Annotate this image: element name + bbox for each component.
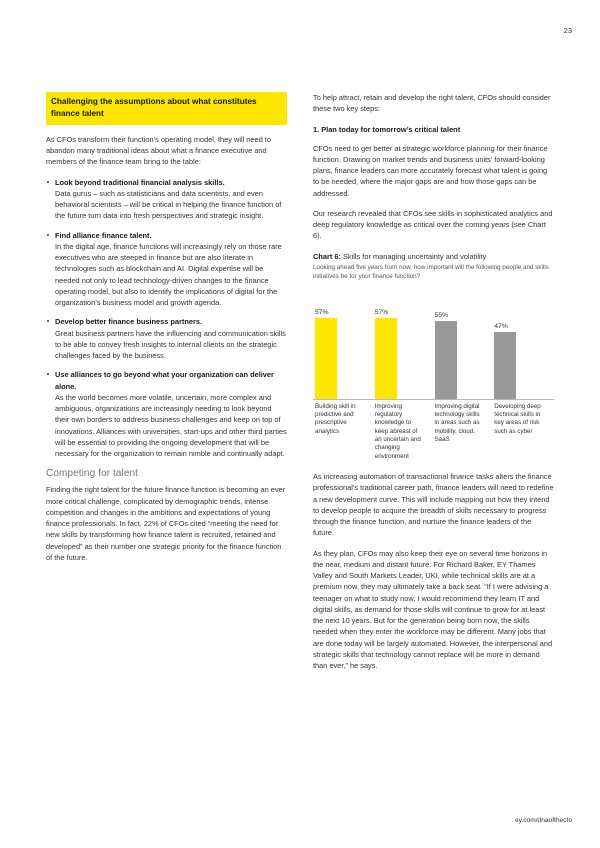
- list-item: [46, 230, 287, 309]
- list-item: [46, 369, 287, 459]
- chart-category-labels: [313, 403, 554, 462]
- chart-title: [313, 251, 554, 262]
- list-item: [46, 177, 287, 222]
- bar-group: [435, 288, 495, 399]
- list-item: [46, 316, 287, 361]
- highlight-callout-title: Challenging the assumptions about what constitutes finance talent: [46, 92, 287, 125]
- bar-group: [494, 288, 554, 399]
- footer-link[interactable]: ey.com/dnaofthecfo: [514, 817, 572, 824]
- chart-subtitle: Looking ahead five years from now, how important will the following people and skills initiatives be for your finance function?: [313, 263, 549, 280]
- bullet-title: Find alliance finance talent.: [55, 230, 152, 240]
- category-label-0: Building skill in predictive and prescriptive analytics: [315, 402, 356, 435]
- bar-value-label: 47%: [494, 322, 508, 330]
- bullet-text: In the digital age, finance functions will increasingly rely on those rare executives who are steeped in finance but are also literate in technologies such as blockchain and AI. Digital expertise will be needed not only to lead technology-driven changes to the finance operating model, but also to identify the implications of digital for the organization’s business model and growth agenda.: [55, 241, 282, 308]
- bar-group: [375, 288, 435, 399]
- bar-value-label: 57%: [315, 308, 329, 316]
- left-closing-paragraph: Finding the right talent for the future finance function is becoming an ever more critical challenge, complicated by demographic trends, intense competition and changes in the ambitions and expectations of young finance professionals. In fact, 22% of CFOs cited “meeting the need for new skills by transforming how finance talent is recruited, retained and developed” as their number one strategic priority for the finance function of the future.: [46, 485, 286, 562]
- right-paragraph-2: Our research revealed that CFOs see skills in sophisticated analytics and deep regulatory knowledge as critical over the coming years (see Chart 6).: [313, 208, 553, 241]
- step-heading: 1. Plan today for tomorrow’s critical talent: [313, 124, 461, 134]
- category-label-3: Developing deep technical skills in key areas of risk such as cyber: [494, 402, 541, 435]
- assumptions-bullet-list: [46, 177, 287, 460]
- category-label-1: Improving regulatory knowledge to keep abreast of an uncertain and changing environment: [374, 402, 421, 460]
- right-paragraph-3: As increasing automation of transactional finance tasks alters the finance professional’s traditional career path, finance leaders will need to redefine a new development curve. This will include mapping out how they intend to develop people to acquire the breadth of skills necessary to progress through the finance function, and nurture the finance leaders of the future.: [313, 472, 554, 538]
- right-paragraph-1: CFOs need to get better at strategic workforce planning for their finance function. Drawing on market trends and business units’ forward-looking plans, finance leaders can more accurately forecast what talent is going to be needed, where the major gaps are and how those gaps can be addressed.: [313, 143, 548, 198]
- bullet-title: Develop better finance business partners.: [55, 317, 203, 327]
- bullet-text: Data gurus – such as statisticians and data scientists, and even behavioral scientists – will be critical in helping the finance function of the future turn data into fresh perspectives and strategic insight.: [55, 188, 282, 221]
- chart-label: Chart 6:: [313, 251, 341, 261]
- bullet-title: Use alliances to go beyond what your organization can deliver alone.: [55, 370, 274, 391]
- left-column: [46, 92, 287, 680]
- chart-title-text: Skills for managing uncertainty and volatility: [343, 251, 487, 261]
- bullet-text: Great business partners have the influencing and communication skills to be able to convey fresh insights to internal clients on the strategic challenges faced by the business.: [55, 328, 286, 361]
- bar-2: [435, 321, 457, 399]
- bar-3: [494, 332, 516, 399]
- chart-plot-area: [313, 288, 554, 400]
- bar-group: [315, 288, 375, 399]
- right-column: [313, 92, 554, 680]
- bullet-title: Look beyond traditional financial analysis skills.: [55, 177, 225, 187]
- category-label-2: Improving digital technology skills in areas such as mobility, cloud, SaaS: [434, 402, 480, 444]
- bar-1: [375, 318, 397, 399]
- page-content: [46, 92, 554, 680]
- chart-6: [313, 251, 554, 462]
- page-number: 23: [563, 26, 572, 35]
- section-subheading: Competing for talent: [46, 468, 139, 480]
- right-intro-paragraph: To help attract, retain and develop the right talent, CFOs should consider these two key steps:: [313, 93, 551, 114]
- right-paragraph-4: As they plan, CFOs may also keep their eye on several time horizons in the near, medium and distant future. For Richard Baker, EY Thames Valley and South Markets Leader, UKI, while technical skills are at a premium now, they may ultimately take a back seat. “If I were advising a teenager on what to study now, I would recommend they learn IT and digital skills, as demand for those skills will continue to grow for at least the next 10 years. But for the generation being born now, the skills needed when they enter the workforce may be different. Many jobs that are done today will be largely automated. However, the interpersonal and strategic skills that technology cannot replace will be more in demand than ever,” he says.: [313, 548, 553, 671]
- bar-0: [315, 318, 337, 399]
- left-intro-paragraph: As CFOs transform their function’s operating model, they will need to abandon many traditional ideas about what a finance executive and members of the finance team bring to the table:: [46, 134, 271, 167]
- bar-value-label: 55%: [434, 311, 449, 319]
- bar-value-label: 57%: [374, 308, 389, 316]
- bullet-text: As the world becomes more volatile, uncertain, more complex and ambiguous, organizations are increasingly needing to look beyond their own borders to address business challenges and keep on top of innovations. Alliances with universities, start-ups and other third parties will be essential to providing the ongoing development that will be necessary for the organization to remain nimble and continually adapt.: [55, 392, 287, 459]
